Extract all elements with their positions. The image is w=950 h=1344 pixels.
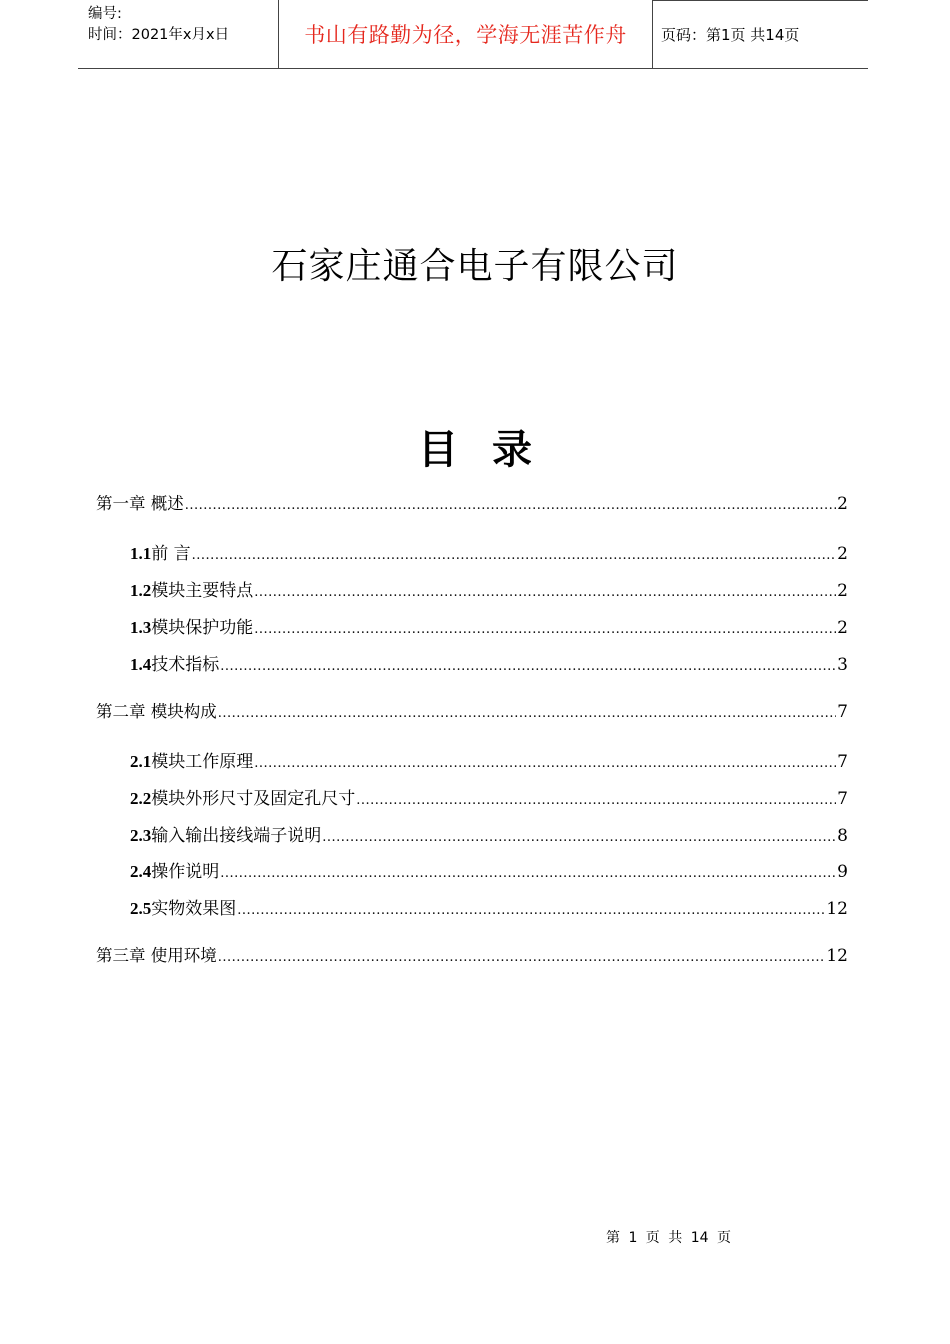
toc-section-entry[interactable] (130, 784, 848, 808)
toc-chapter-entry[interactable] (96, 490, 848, 514)
toc-entry-label (130, 894, 236, 919)
toc-entry-text: 第三章 使用环境 (96, 946, 217, 965)
toc-entry-number: 2.2 (130, 789, 152, 808)
toc-entry-text: 第一章 概述 (96, 494, 184, 513)
toc-entry-label (130, 821, 321, 846)
toc-entry-text: 模块主要特点 (151, 581, 254, 601)
toc-entry-text: 前 言 (151, 544, 191, 564)
toc-dot-leader (218, 706, 836, 721)
toc-section-entry[interactable] (130, 613, 848, 637)
toc-entry-label (96, 942, 217, 966)
toc-entry-number: 1.4 (130, 655, 152, 674)
toc-dot-leader (218, 950, 826, 965)
header-page-label: 页码：第1页 共14页 (661, 25, 800, 44)
toc-dot-leader (322, 830, 836, 845)
toc-entry-text: 模块工作原理 (151, 752, 254, 772)
toc-dot-leader (254, 585, 836, 600)
toc-section-entry[interactable] (130, 539, 848, 563)
toc-entry-text: 技术指标 (151, 655, 220, 675)
toc-page-number: 2 (837, 494, 848, 514)
toc-dot-leader (254, 756, 836, 771)
toc-dot-leader (220, 866, 836, 881)
toc-entry-text: 第二章 模块构成 (96, 702, 217, 721)
toc-page-number: 12 (826, 899, 848, 919)
toc-entry-label (130, 784, 355, 809)
toc-entry-number: 2.5 (130, 899, 152, 918)
header-motto: 书山有路勤为径，学海无涯苦作舟 (304, 23, 627, 47)
toc-title: 目录 (418, 427, 566, 473)
toc-entry-label (96, 698, 217, 722)
toc-page-number: 2 (837, 581, 848, 601)
toc-section-entry[interactable] (130, 650, 848, 674)
toc-entry-label (130, 539, 191, 564)
toc-section-entry[interactable] (130, 576, 848, 600)
toc-dot-leader (254, 622, 836, 637)
toc-entry-label (130, 576, 253, 601)
toc-dot-leader (185, 498, 836, 513)
toc-entry-number: 1.2 (130, 581, 152, 600)
toc-entry-number: 1.1 (130, 544, 152, 563)
toc-section-entry[interactable] (130, 857, 848, 881)
toc-dot-leader (237, 903, 825, 918)
header-page-cell (653, 0, 868, 68)
toc-chapter-entry[interactable] (96, 942, 848, 966)
toc-entry-text: 输入输出接线端子说明 (151, 826, 322, 846)
toc-section-entry[interactable] (130, 747, 848, 771)
header-meta-cell (78, 0, 279, 68)
toc-entry-number: 2.4 (130, 862, 152, 881)
company-name: 石家庄通合电子有限公司 (271, 246, 679, 287)
toc-page-number: 2 (837, 544, 848, 564)
toc-page-number: 7 (837, 752, 848, 772)
toc-chapter-entry[interactable] (96, 698, 848, 722)
toc-entry-label (96, 490, 184, 514)
page-footer: 第 1 页 共 14 页 (606, 1230, 731, 1246)
header-motto-cell (279, 0, 653, 68)
toc-entry-text: 操作说明 (151, 862, 220, 882)
toc-page-number: 8 (837, 826, 848, 846)
document-number-label: 编号: (88, 6, 122, 22)
toc-dot-leader (220, 659, 836, 674)
toc-page-number: 9 (837, 862, 848, 882)
toc-entry-label (130, 857, 219, 882)
toc-entry-number: 2.3 (130, 826, 152, 845)
toc-dot-leader (192, 548, 837, 563)
toc-entry-text: 模块外形尺寸及固定孔尺寸 (151, 789, 356, 809)
toc-entry-label (130, 747, 253, 772)
toc-entry-label (130, 650, 219, 675)
page-header (78, 0, 868, 69)
document-time-label: 时间：2021年x月x日 (88, 27, 230, 43)
toc-dot-leader (356, 793, 836, 808)
toc-page-number: 3 (837, 655, 848, 675)
toc-entry-number: 1.3 (130, 618, 152, 637)
toc-section-entry[interactable] (130, 821, 848, 845)
toc-page-number: 2 (837, 618, 848, 638)
toc-section-entry[interactable] (130, 894, 848, 918)
toc-page-number: 7 (837, 789, 848, 809)
toc-page-number: 12 (826, 946, 848, 966)
toc-entry-text: 模块保护功能 (151, 618, 254, 638)
toc-entry-label (130, 613, 253, 638)
toc-page-number: 7 (837, 702, 848, 722)
toc-entry-text: 实物效果图 (151, 899, 237, 919)
toc-entry-number: 2.1 (130, 752, 152, 771)
